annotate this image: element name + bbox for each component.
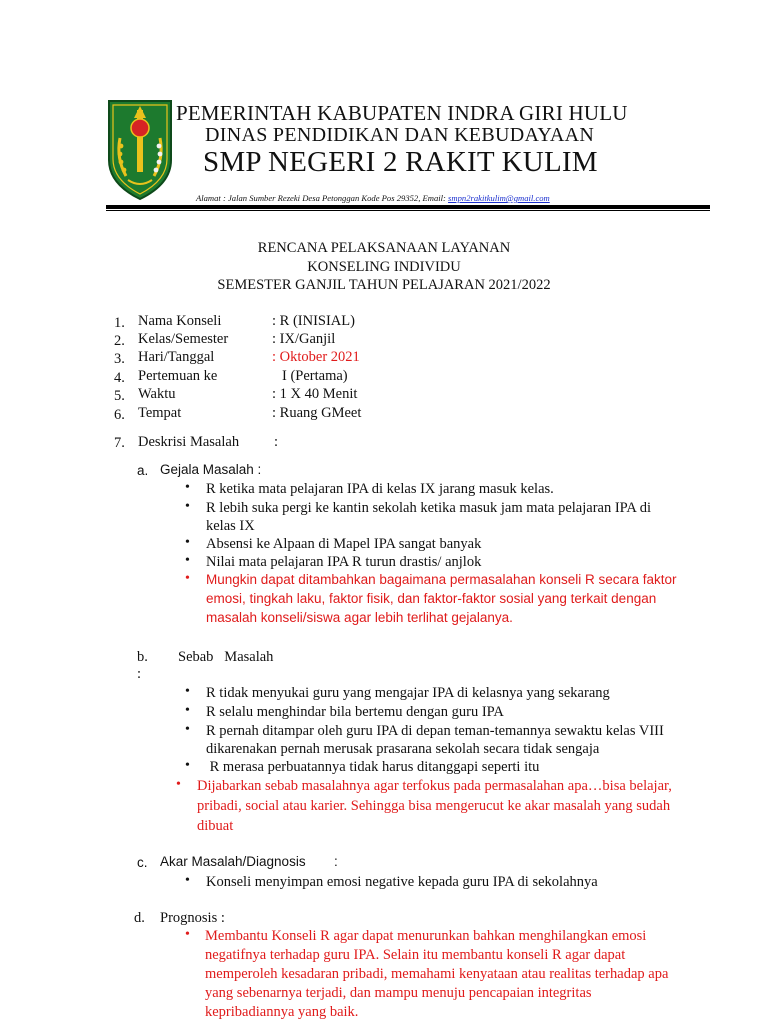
identity-number: 2. — [114, 333, 125, 349]
reviewer-note: dibuat — [197, 818, 234, 834]
section-letter: b. — [137, 649, 148, 665]
list-item: R lebih suka pergi ke kantin sekolah ketika masuk jam mata pelajaran IPA di — [206, 500, 651, 516]
section-heading: Akar Masalah/Diagnosis — [160, 854, 306, 869]
header-divider-thick — [106, 205, 710, 209]
list-item-continuation: kelas IX — [206, 518, 255, 534]
header-government: PEMERINTAH KABUPATEN INDRA GIRI HULU — [176, 101, 628, 125]
identity-number: 5. — [114, 388, 125, 404]
doc-title-line3: SEMESTER GANJIL TAHUN PELAJARAN 2021/2022 — [217, 277, 551, 293]
identity-label: Waktu — [138, 386, 176, 402]
list-item: R tidak menyukai guru yang mengajar IPA di kelasnya yang sekarang — [206, 685, 610, 701]
list-item: Konseli menyimpan emosi negative kepada guru IPA di sekolahnya — [206, 874, 598, 890]
identity-label: Tempat — [138, 405, 182, 421]
identity-value: : 1 X 40 Menit — [272, 386, 358, 402]
bullet-icon: • — [185, 571, 190, 586]
header-divider-thin — [106, 210, 710, 211]
section-letter: c. — [137, 855, 148, 870]
identity-label: Nama Konseli — [138, 313, 222, 329]
identity-label: Kelas/Semester — [138, 331, 229, 347]
list-item: R selalu menghindar bila bertemu dengan guru IPA — [206, 704, 504, 720]
doc-title-line2: KONSELING INDIVIDU — [307, 259, 461, 275]
identity-value: : Ruang GMeet — [272, 405, 362, 421]
identity-number: 7. — [114, 435, 125, 451]
reviewer-note: pribadi, social atau karier. Sehingga bisa mengerucut ke akar masalah yang sudah — [197, 798, 671, 814]
bullet-icon: • — [185, 553, 190, 568]
bullet-icon: • — [185, 535, 190, 550]
doc-title-line1: RENCANA PELAKSANAAN LAYANAN — [257, 240, 511, 256]
bullet-icon: • — [185, 684, 190, 699]
section-heading: Gejala Masalah : — [160, 462, 262, 477]
identity-value: : IX/Ganjil — [272, 331, 336, 347]
identity-label: Hari/Tanggal — [138, 349, 215, 365]
bullet-icon: • — [185, 927, 190, 942]
list-item: Absensi ke Alpaan di Mapel IPA sangat banyak — [206, 536, 482, 552]
header-department: DINAS PENDIDIKAN DAN KEBUDAYAAN — [205, 124, 595, 146]
list-item: Nilai mata pelajaran IPA R turun drastis/ anjlok — [206, 554, 482, 570]
address-text: Alamat : Jalan Sumber Rezeki Desa Petonggan Kode Pos 29352, Email: — [196, 193, 449, 203]
bullet-icon: • — [185, 758, 190, 773]
list-item-continuation: dikarenakan pernah merusak prasarana sekolah secara tidak sengaja — [206, 741, 600, 757]
bullet-icon: • — [185, 722, 190, 737]
bullet-icon: • — [185, 480, 190, 495]
identity-number: 3. — [114, 351, 125, 367]
list-item: R merasa perbuatannya tidak harus ditanggapi seperti itu — [206, 759, 540, 775]
section-heading: Prognosis : — [160, 910, 225, 926]
identity-number: 1. — [114, 315, 125, 331]
reviewer-note: memperoleh kesadaran pribadi, memahami kenyataan atau realitas terhadap apa — [205, 966, 669, 982]
identity-value: : Oktober 2021 — [272, 349, 360, 365]
reviewer-note: negatifnya terhadap guru IPA. Selain itu membantu konseli R agar dapat — [205, 947, 626, 963]
identity-value: : — [274, 434, 279, 450]
reviewer-note: emosi, tingkah laku, faktor fisik, dan faktor-faktor sosial yang terkait dengan — [206, 591, 657, 606]
reviewer-note: kepribadiannya yang baik. — [205, 1004, 359, 1020]
reviewer-note: yang sebenarnya terjadi, dan mampu menuju pencapaian integritas — [205, 985, 592, 1001]
identity-number: 6. — [114, 407, 125, 423]
identity-value: I (Pertama) — [282, 368, 348, 384]
email-link[interactable]: smpn2rakitkulim@gmail.com — [448, 193, 550, 203]
list-item: R pernah ditampar oleh guru IPA di depan teman-temannya sewaktu kelas VIII — [206, 723, 664, 739]
header-school-name: SMP NEGERI 2 RAKIT KULIM — [203, 146, 598, 178]
reviewer-note: Mungkin dapat ditambahkan bagaimana permasalahan konseli R secara faktor — [206, 572, 677, 587]
regency-logo — [106, 98, 174, 202]
section-colon: : — [137, 666, 142, 682]
reviewer-note: masalah konseli/siswa agar lebih terlihat gejalanya. — [206, 610, 513, 625]
section-letter: d. — [134, 910, 145, 926]
identity-label: Pertemuan ke — [138, 368, 218, 384]
section-letter: a. — [137, 463, 149, 478]
identity-label: Deskrisi Masalah — [138, 434, 240, 450]
bullet-icon: • — [176, 777, 181, 792]
bullet-icon: • — [185, 703, 190, 718]
section-heading: Sebab Masalah — [178, 649, 274, 665]
list-item: R ketika mata pelajaran IPA di kelas IX jarang masuk kelas. — [206, 481, 554, 497]
identity-number: 4. — [114, 370, 125, 386]
bullet-icon: • — [185, 499, 190, 514]
reviewer-note: Membantu Konseli R agar dapat menurunkan bahkan menghilangkan emosi — [205, 928, 647, 944]
reviewer-note: Dijabarkan sebab masalahnya agar terfokus pada permasalahan apa…bisa belajar, — [197, 778, 672, 794]
section-colon: : — [334, 854, 338, 869]
bullet-icon: • — [185, 873, 190, 888]
identity-value: : R (INISIAL) — [272, 313, 355, 329]
header-address — [196, 193, 550, 203]
